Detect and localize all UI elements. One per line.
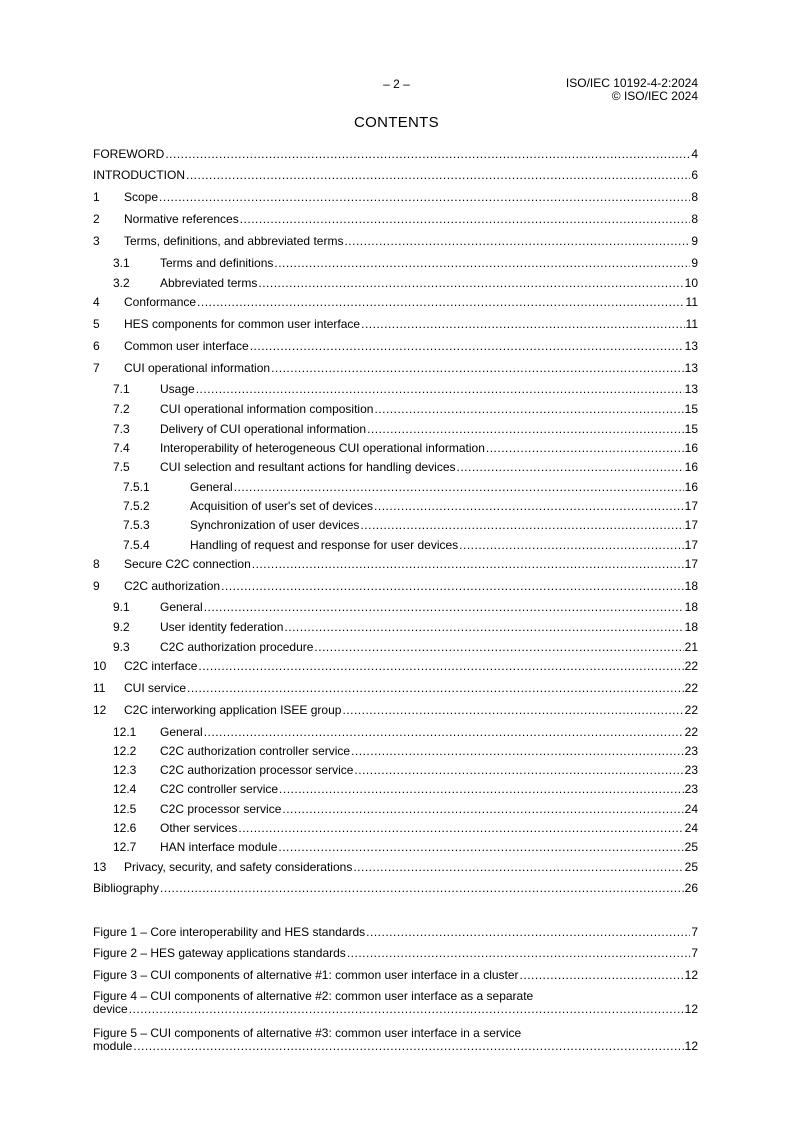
toc-entry-number: 13 <box>93 860 107 874</box>
dot-leader <box>252 557 684 571</box>
toc-entry-page: 6 <box>691 168 698 182</box>
toc-entry-title: C2C authorization procedure <box>160 640 314 654</box>
toc-entry-page: 18 <box>684 600 698 614</box>
toc-entry-number: 11 <box>93 681 106 695</box>
toc-entry-title: CUI service <box>124 681 187 695</box>
toc-entry[interactable] <box>123 499 698 513</box>
toc-entry-page: 4 <box>691 147 698 161</box>
toc-entry-number: 8 <box>93 557 100 571</box>
toc-entry-page: 22 <box>684 681 698 695</box>
toc-entry-title: Terms, definitions, and abbreviated terms <box>124 234 344 248</box>
toc-entry[interactable] <box>113 802 698 816</box>
toc-entry-title: C2C authorization <box>124 579 221 593</box>
figure-title: Figure 4 – CUI components of alternative #2: common user interface as a separate <box>93 989 534 1003</box>
dot-leader <box>486 441 684 455</box>
toc-entry-number: 12.4 <box>113 782 137 796</box>
toc-entry[interactable] <box>93 361 698 375</box>
toc-entry-title: CUI selection and resultant actions for handling devices <box>160 460 456 474</box>
dot-leader <box>221 579 684 593</box>
toc-entry-title: User identity federation <box>160 620 284 634</box>
dot-leader <box>187 681 684 695</box>
toc-entry-page: 13 <box>684 382 698 396</box>
toc-entry[interactable] <box>113 840 698 854</box>
toc-entry-page: 17 <box>684 499 698 513</box>
toc-entry[interactable] <box>113 382 698 396</box>
toc-entry[interactable] <box>113 763 698 777</box>
toc-entry-number: 3 <box>93 234 100 248</box>
toc-entry[interactable] <box>93 234 698 248</box>
dot-leader <box>314 640 683 654</box>
toc-entry[interactable] <box>93 190 698 204</box>
figure-title: Figure 5 – CUI components of alternative #3: common user interface in a service <box>93 1026 522 1040</box>
dot-leader <box>360 518 683 532</box>
toc-entry-page: 17 <box>684 557 698 571</box>
copyright-notice: © ISO/IEC 2024 <box>611 89 698 103</box>
toc-entry-page: 18 <box>684 620 698 634</box>
page-number: – 2 – <box>383 77 410 91</box>
toc-entry-title: C2C authorization processor service <box>160 763 354 777</box>
toc-entry-number: 7.5.3 <box>123 518 150 532</box>
toc-entry[interactable] <box>123 518 698 532</box>
table-of-contents <box>93 0 698 1122</box>
toc-entry-title: INTRODUCTION <box>93 168 185 182</box>
dot-leader <box>197 295 684 309</box>
figure-list-entry[interactable] <box>93 946 698 960</box>
dot-leader <box>457 460 684 474</box>
toc-entry-title: Secure C2C connection <box>124 557 251 571</box>
toc-entry-number: 7.3 <box>113 422 130 436</box>
toc-entry-number: 7.5.1 <box>123 480 150 494</box>
dot-leader <box>258 276 683 290</box>
dot-leader <box>271 361 684 375</box>
dot-leader <box>198 659 683 673</box>
figure-page: 12 <box>684 968 698 982</box>
toc-entry-page: 17 <box>684 538 698 552</box>
dot-leader <box>351 744 684 758</box>
toc-entry-page: 16 <box>684 441 698 455</box>
toc-entry[interactable] <box>93 147 698 161</box>
figure-page: 12 <box>684 1039 698 1053</box>
toc-entry-page: 11 <box>685 317 698 331</box>
toc-entry-number: 7.2 <box>113 402 130 416</box>
dot-leader <box>196 382 684 396</box>
figure-page: 7 <box>691 946 698 960</box>
toc-entry-number: 9.3 <box>113 640 130 654</box>
dot-leader <box>374 499 684 513</box>
toc-entry-number: 7.5 <box>113 460 130 474</box>
toc-entry-page: 23 <box>684 744 698 758</box>
toc-entry-page: 25 <box>684 860 698 874</box>
toc-entry-title: Common user interface <box>124 339 249 353</box>
dot-leader <box>361 317 684 331</box>
toc-entry-page: 15 <box>684 402 698 416</box>
dot-leader <box>284 620 683 634</box>
toc-entry-title: Scope <box>124 190 159 204</box>
toc-entry-title: Bibliography <box>93 881 160 895</box>
dot-leader <box>250 339 684 353</box>
toc-entry[interactable] <box>93 295 698 309</box>
toc-entry-page: 11 <box>685 295 698 309</box>
toc-entry-page: 21 <box>684 640 698 654</box>
toc-entry-title: CUI operational information <box>124 361 271 375</box>
dot-leader <box>274 256 690 270</box>
dot-leader <box>204 725 684 739</box>
figure-title: Figure 3 – CUI components of alternative #1: common user interface in a cluster <box>93 968 519 982</box>
toc-entry-title: FOREWORD <box>93 147 165 161</box>
toc-entry[interactable] <box>113 402 698 416</box>
toc-entry[interactable] <box>93 317 698 331</box>
dot-leader <box>520 968 684 982</box>
toc-entry[interactable] <box>93 557 698 571</box>
figure-title: Figure 2 – HES gateway applications standards <box>93 946 346 960</box>
toc-entry-page: 8 <box>691 190 698 204</box>
toc-entry[interactable] <box>113 725 698 739</box>
toc-entry-title: Usage <box>160 382 195 396</box>
dot-leader <box>159 190 690 204</box>
toc-entry[interactable] <box>123 480 698 494</box>
toc-entry[interactable] <box>113 256 698 270</box>
toc-entry[interactable] <box>113 620 698 634</box>
toc-entry-number: 7.5.2 <box>123 499 150 513</box>
toc-entry-page: 18 <box>684 579 698 593</box>
toc-entry-number: 9.1 <box>113 600 130 614</box>
toc-entry-title: Synchronization of user devices <box>190 518 360 532</box>
figure-list-entry[interactable] <box>93 990 698 1016</box>
toc-entry[interactable] <box>113 441 698 455</box>
toc-entry-number: 7 <box>93 361 100 375</box>
figure-title-continued: module <box>93 1039 133 1053</box>
figure-page: 7 <box>691 925 698 939</box>
toc-entry[interactable] <box>93 212 698 226</box>
toc-entry-page: 9 <box>691 256 698 270</box>
dot-leader <box>133 1040 683 1053</box>
toc-entry-page: 23 <box>684 763 698 777</box>
toc-entry[interactable] <box>93 860 698 874</box>
toc-entry-title: C2C authorization controller service <box>160 744 351 758</box>
toc-entry-number: 3.1 <box>113 256 130 270</box>
toc-entry-title: Conformance <box>124 295 197 309</box>
toc-entry-number: 12 <box>93 703 107 717</box>
toc-entry-page: 13 <box>684 339 698 353</box>
toc-entry-title: Normative references <box>124 212 239 226</box>
toc-entry-page: 24 <box>684 802 698 816</box>
toc-entry-title: C2C processor service <box>160 802 282 816</box>
toc-entry-title: Abbreviated terms <box>160 276 258 290</box>
dot-leader <box>366 925 690 939</box>
toc-entry-number: 12.1 <box>113 725 137 739</box>
toc-entry-page: 17 <box>684 518 698 532</box>
toc-entry-number: 7.4 <box>113 441 130 455</box>
figure-title-continued: device <box>93 1002 128 1016</box>
standard-id: ISO/IEC 10192-4-2:2024 <box>565 76 698 90</box>
dot-leader <box>160 881 684 895</box>
toc-entry-title: General <box>160 725 203 739</box>
toc-entry-page: 15 <box>684 422 698 436</box>
toc-entry-page: 10 <box>684 276 698 290</box>
dot-leader <box>342 703 683 717</box>
toc-entry-page: 22 <box>684 703 698 717</box>
figure-list-entry[interactable] <box>93 968 698 982</box>
toc-entry[interactable] <box>93 659 698 673</box>
toc-entry-number: 9.2 <box>113 620 130 634</box>
dot-leader <box>240 212 691 226</box>
dot-leader <box>278 840 683 854</box>
toc-entry[interactable] <box>93 339 698 353</box>
toc-entry-page: 9 <box>691 234 698 248</box>
toc-entry-number: 7.5.4 <box>123 538 150 552</box>
toc-entry-title: Privacy, security, and safety considerations <box>124 860 353 874</box>
figure-list-entry[interactable] <box>93 1027 698 1053</box>
toc-entry-title: CUI operational information composition <box>160 402 374 416</box>
toc-entry-title: Acquisition of user's set of devices <box>190 499 374 513</box>
toc-entry[interactable] <box>113 460 698 474</box>
toc-entry[interactable] <box>93 168 698 182</box>
toc-entry[interactable] <box>113 782 698 796</box>
toc-entry-number: 1 <box>93 190 100 204</box>
dot-leader <box>374 402 683 416</box>
toc-entry-page: 13 <box>684 361 698 375</box>
toc-entry-title: Terms and definitions <box>160 256 274 270</box>
toc-entry-page: 22 <box>684 725 698 739</box>
figure-title: Figure 1 – Core interoperability and HES standards <box>93 925 366 939</box>
toc-entry[interactable] <box>113 276 698 290</box>
toc-entry-title: General <box>160 600 203 614</box>
page-title: CONTENTS <box>354 114 439 131</box>
toc-entry-title: Handling of request and response for user devices <box>190 538 459 552</box>
toc-entry-title: HAN interface module <box>160 840 278 854</box>
dot-leader <box>344 234 690 248</box>
toc-entry-number: 3.2 <box>113 276 130 290</box>
toc-entry-title: C2C controller service <box>160 782 279 796</box>
toc-entry-number: 6 <box>93 339 100 353</box>
dot-leader <box>186 168 690 182</box>
toc-entry[interactable] <box>113 422 698 436</box>
toc-entry[interactable] <box>93 703 698 717</box>
toc-entry-page: 24 <box>684 821 698 835</box>
figure-list-entry[interactable] <box>93 925 698 939</box>
dot-leader <box>165 147 690 161</box>
toc-entry-title: C2C interworking application ISEE group <box>124 703 342 717</box>
toc-entry-page: 16 <box>684 480 698 494</box>
toc-entry-number: 12.7 <box>113 840 137 854</box>
toc-entry-number: 12.2 <box>113 744 137 758</box>
toc-entry-page: 23 <box>684 782 698 796</box>
toc-entry-title: General <box>190 480 233 494</box>
toc-entry[interactable] <box>113 744 698 758</box>
toc-entry-page: 8 <box>691 212 698 226</box>
toc-entry-number: 12.6 <box>113 821 137 835</box>
dot-leader <box>238 821 683 835</box>
toc-entry-number: 10 <box>93 659 107 673</box>
toc-entry[interactable] <box>93 881 698 895</box>
dot-leader <box>459 538 683 552</box>
dot-leader <box>353 860 683 874</box>
dot-leader <box>129 1003 684 1016</box>
toc-entry[interactable] <box>113 600 698 614</box>
toc-entry-title: C2C interface <box>124 659 198 673</box>
toc-entry-number: 5 <box>93 317 100 331</box>
toc-entry[interactable] <box>113 640 698 654</box>
toc-entry-title: Delivery of CUI operational information <box>160 422 367 436</box>
dot-leader <box>204 600 684 614</box>
toc-entry-number: 4 <box>93 295 100 309</box>
dot-leader <box>279 782 684 796</box>
toc-entry-number: 7.1 <box>113 382 130 396</box>
toc-entry[interactable] <box>123 538 698 552</box>
toc-entry[interactable] <box>93 579 698 593</box>
toc-entry[interactable] <box>93 681 698 695</box>
dot-leader <box>347 946 691 960</box>
toc-entry-page: 16 <box>684 460 698 474</box>
toc-entry-page: 26 <box>684 881 698 895</box>
toc-entry-page: 25 <box>684 840 698 854</box>
dot-leader <box>282 802 683 816</box>
toc-entry-number: 12.5 <box>113 802 137 816</box>
toc-entry-title: Other services <box>160 821 238 835</box>
toc-entry-number: 12.3 <box>113 763 137 777</box>
toc-entry-title: Interoperability of heterogeneous CUI operational information <box>160 441 485 455</box>
toc-entry-number: 9 <box>93 579 100 593</box>
toc-entry[interactable] <box>113 821 698 835</box>
toc-entry-number: 2 <box>93 212 100 226</box>
toc-entry-page: 22 <box>684 659 698 673</box>
dot-leader <box>234 480 684 494</box>
toc-entry-title: HES components for common user interface <box>124 317 361 331</box>
dot-leader <box>367 422 684 436</box>
dot-leader <box>354 763 683 777</box>
figure-page: 12 <box>684 1002 698 1016</box>
